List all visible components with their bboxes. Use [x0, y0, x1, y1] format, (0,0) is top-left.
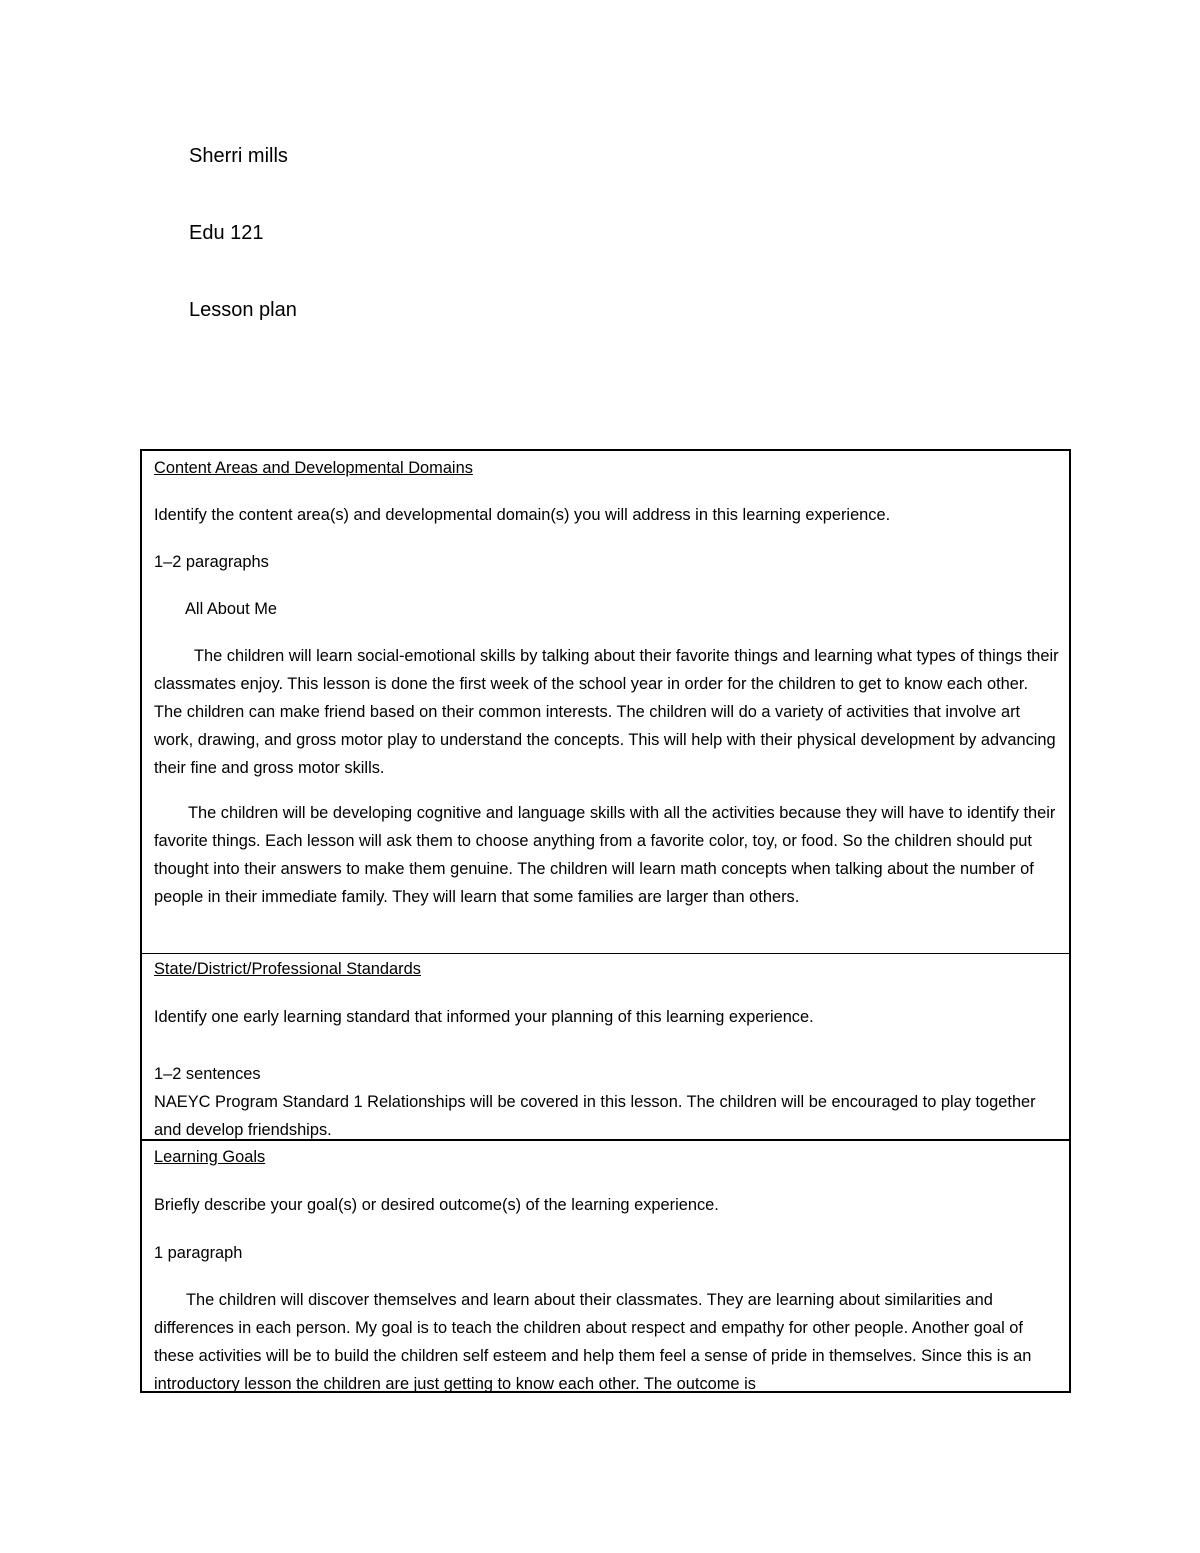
section-title-standards: State/District/Professional Standards [154, 960, 421, 978]
content-areas-section [142, 451, 1069, 953]
prompt-goals: Briefly describe your goal(s) or desired outcome(s) of the learning experience. [154, 1196, 719, 1214]
standards-section [142, 953, 1069, 1141]
length-hint-standards: 1–2 sentences [154, 1065, 261, 1083]
section-title-content: Content Areas and Developmental Domains [154, 459, 473, 477]
lesson-plan-table [140, 449, 1071, 1393]
prompt-standards: Identify one early learning standard that informed your planning of this learning experience. [154, 1008, 814, 1026]
learning-goals-section [142, 1139, 1069, 1393]
lesson-theme: All About Me [185, 600, 278, 618]
document-title: Lesson plan [189, 299, 297, 321]
standards-text: NAEYC Program Standard 1 Relationships will be covered in this lesson. The children will be encouraged to play together and develop friendships. [154, 1093, 1036, 1139]
length-hint-content: 1–2 paragraphs [154, 553, 269, 571]
section-title-goals: Learning Goals [154, 1148, 266, 1166]
content-paragraph-2: The children will be developing cognitive and language skills with all the activities because they will have to identify their favorite things. Each lesson will ask them to choose anything from a favorite color, toy, or food. So the children should put thought into their answers to make them genuine. The children will learn math concepts when talking about the number of people in their immediate family. They will learn that some families are larger than others. [154, 804, 1056, 906]
author-name: Sherri mills [189, 145, 288, 167]
content-paragraph-1: The children will learn social-emotional skills by talking about their favorite things and learning what types of things their classmates enjoy. This lesson is done the first week of the school year in order for the children to get to know each other. The children can make friend based on their common interests. The children will do a variety of activities that involve art work, drawing, and gross motor play to understand the concepts. This will help with their physical development by advancing their fine and gross motor skills. [154, 647, 1059, 777]
length-hint-goals: 1 paragraph [154, 1244, 243, 1262]
course-code: Edu 121 [189, 222, 264, 244]
goals-text: The children will discover themselves and learn about their classmates. They are learning about similarities and differences in each person. My goal is to teach the children about respect and empathy for other people. Another goal of these activities will be to build the children self esteem and help them feel a sense of pride in themselves. Since this is an introductory lesson the children are just getting to know each other. The outcome is [154, 1291, 1032, 1393]
prompt-content: Identify the content area(s) and developmental domain(s) you will address in this learning experience. [154, 506, 891, 524]
